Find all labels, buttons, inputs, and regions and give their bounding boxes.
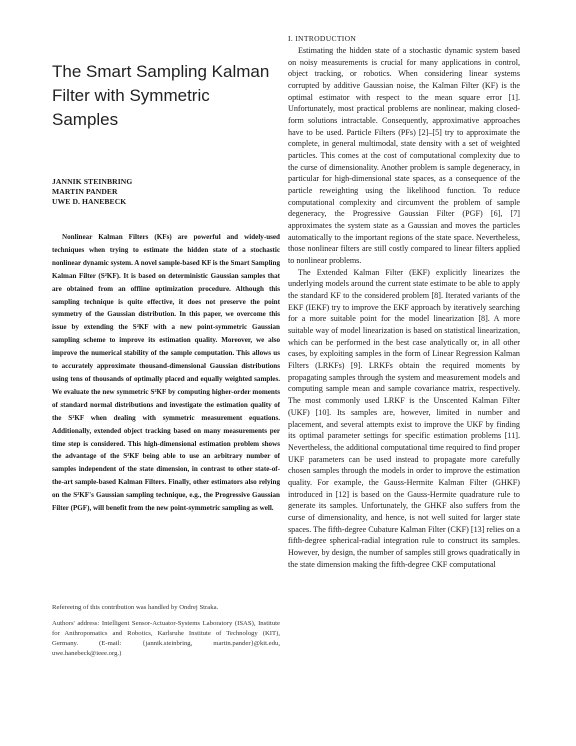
- author-list: [52, 177, 280, 207]
- footnotes: [52, 603, 280, 659]
- author-name: MARTIN PANDER: [52, 187, 118, 196]
- right-column: [288, 33, 520, 570]
- footnote-address: Authors' address: Intelligent Sensor-Actuator-Systems Laboratory (ISAS), Institute for Anthropomatics and Robotics, Karlsruhe Institute of Technology (KIT), Germany. (E-mail: {jannik.steinbring, martin.pander}@kit.edu, uwe.hanebeck@ieee.org.): [52, 620, 280, 657]
- body-paragraph: Estimating the hidden state of a stochastic dynamic system based on noisy measurements is crucial for many applications in control, object tracking, or robotics. When considering linear systems corrupted by additive Gaussian noise, the Kalman Filter (KF) is the optimal estimator with respect to the mean square error [1]. Unfortunately, most practical problems are nonlinear, making closed-form solutions intractable. Consequently, approximative approaches have to be used. Particle Filters (PFs) [2]–[5] try to approximate the complete, in general multimodal, state density with a set of weighted particles. This comes at the cost of computational complexity due to the curse of dimensionality. Another problem is sample degeneracy, in particular for high-dimensional state spaces, as a consequence of the particle reweighting using the likelihood function. To reduce computational complexity and circumvent the problem of sample degeneracy, the Progressive Gaussian Filter (PGF) [6], [7] approximates the system state as a Gaussian and moves the particles automatically to the important regions of the state space. Nevertheless, those nonlinear filters are still costly compared to linear filters applied to nonlinear problems.: [288, 46, 520, 266]
- abstract: Nonlinear Kalman Filters (KFs) are powerful and widely-used techniques when trying to estimate the hidden state of a stochastic nonlinear dynamic system. A novel sample-based KF is the Smart Sampling Kalman Filter (S²KF). It is based on deterministic Gaussian samples that are obtained from an offline optimization procedure. Although this sampling technique is quite effective, it does not preserve the point symmetry of the Gaussian distribution. In this paper, we overcome this issue by extending the S²KF with a new point-symmetric Gaussian sampling scheme to improve its estimation quality. Moreover, we also improve the numerical stability of the sample computation. This allows us to accurately approximate thousand-dimensional Gaussian distributions using tens of thousands of optimally placed and equally weighted samples. We evaluate the new symmetric S²KF by computing higher-order moments of standard normal distributions and investigate the estimation quality of the S²KF when dealing with symmetric measurement equations. Additionally, extended object tracking based on many measurements per time step is considered. This high-dimensional estimation problem shows the advantage of the S²KF being able to use an arbitrary number of samples independent of the state dimension, in contrast to other state-of-the-art sample-based Kalman Filters. Finally, other estimators also relying on the S²KF's Gaussian sampling technique, e.g., the Progressive Gaussian Filter (PGF), will benefit from the new point-symmetric sampling as well.: [52, 233, 281, 513]
- section-heading: I. INTRODUCTION: [288, 34, 357, 43]
- author-name: UWE D. HANEBECK: [52, 197, 127, 206]
- footnote-refereeing: Refereeing of this contribution was handled by Ondrej Straka.: [52, 604, 219, 611]
- author-name: JANNIK STEINBRING: [52, 177, 133, 186]
- body-paragraph: The Extended Kalman Filter (EKF) explicitly linearizes the underlying models around the current state estimate to be able to apply the standard KF to the considered problem [8]. Iterated variants of the EKF (IEKF) try to improve the EKF approach by iteratively searching for a more suitable point for the model linearization [8]. A more suitable way of model linearization is based on statistical linearization, which can be performed in the best case analytically or, in all other cases, by exploiting samples in the form of Linear Regression Kalman Filters (LRKFs) [9]. LRKFs obtain the required moments by propagating samples through the system and measurement models and computing sample mean and sample covariance matrix, respectively. The most commonly used LRKF is the Unscented Kalman Filter (UKF) [10]. Its samples are, however, limited in number and placement, and several attempts exist to improve the UKF by finding its optimal parameter settings for specific estimation problems [11]. Nevertheless, the additional computational time required to find proper UKF parameters can be used instead to propagate more carefully chosen samples through the models in order to improve the estimation quality. For example, the Gauss-Hermite Kalman Filter (GHKF) introduced in [12] is based on the Gauss-Hermite quadrature rule to generate its samples. Unfortunately, the GHKF also suffers from the curse of dimensionality, and hence, is not well suited for larger state spaces. The fifth-degree Cubature Kalman Filter (CKF) [13] relies on a fifth-degree spherical-radial integration rule to construct its samples. However, by design, the number of samples still grows quadratically in the state dimension making the fifth-degree CKF computational: [288, 267, 520, 569]
- paper-title: The Smart Sampling Kalman Filter with Symmetric Samples: [52, 62, 270, 129]
- left-column: [52, 30, 280, 515]
